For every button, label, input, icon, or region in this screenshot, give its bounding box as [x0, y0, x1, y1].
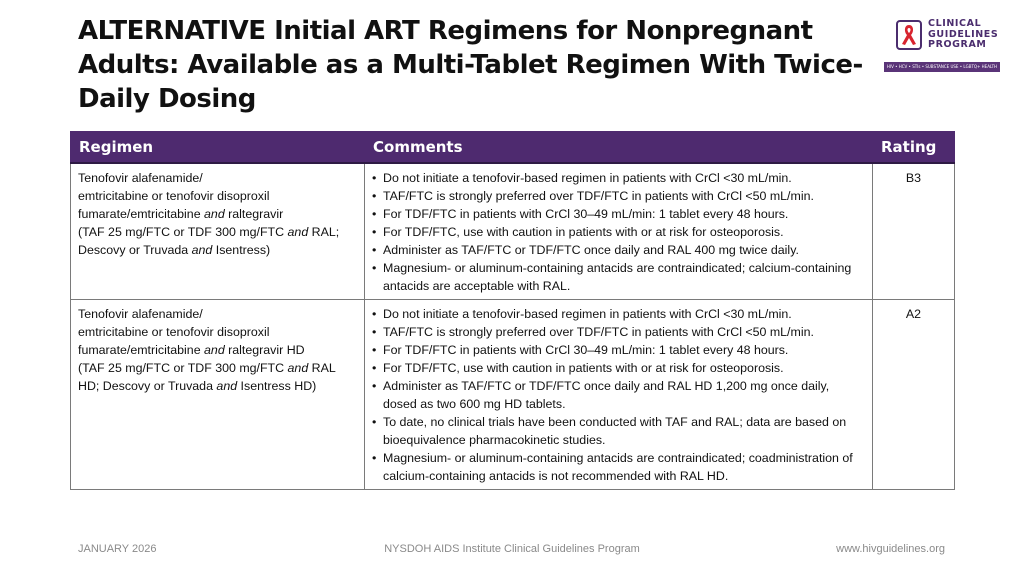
logo-wordmark: CLINICAL GUIDELINES PROGRAM: [928, 18, 999, 50]
footer-program: NYSDOH AIDS Institute Clinical Guidelines Program: [384, 543, 640, 555]
comments-column-header: Comments: [365, 132, 873, 164]
comments-list: [372, 169, 865, 295]
regimen-table: [70, 131, 955, 490]
comment-item: • For TDF/FTC, use with caution in patients with or at risk for osteoporosis.: [372, 359, 865, 377]
comment-item: • Administer as TAF/FTC or TDF/FTC once daily and RAL 400 mg twice daily.: [372, 241, 865, 259]
slide-title: ALTERNATIVE Initial ART Regimens for Nonpregnant Adults: Available as a Multi-Tablet Regimen With Twice-Daily Dosing: [78, 16, 863, 114]
comment-item: • To date, no clinical trials have been conducted with TAF and RAL; data are based on bioequivalence pharmacokinetic studies.: [372, 413, 865, 449]
regimen-column-header: Regimen: [71, 132, 365, 164]
comment-item: • TAF/FTC is strongly preferred over TDF/FTC in patients with CrCl <50 mL/min.: [372, 323, 865, 341]
clinical-guidelines-program-logo: [884, 18, 1016, 78]
red-ribbon-icon: [896, 20, 922, 50]
table-row: [71, 300, 955, 490]
comments-list: [372, 305, 865, 485]
comment-item: • Magnesium- or aluminum-containing antacids are contraindicated; calcium-containing antacids are acceptable with RAL.: [372, 259, 865, 295]
comment-item: • For TDF/FTC, use with caution in patients with or at risk for osteoporosis.: [372, 223, 865, 241]
regimen-cell: [71, 300, 365, 490]
comment-item: • TAF/FTC is strongly preferred over TDF/FTC in patients with CrCl <50 mL/min.: [372, 187, 865, 205]
table-row: [71, 163, 955, 300]
regimen-text: Tenofovir alafenamide/ emtricitabine or tenofovir disoproxil fumarate/emtricitabine and raltegravir HD (TAF 25 mg/FTC or TDF 300 mg/FTC and RAL HD; Descovy or Truvada and Isentress HD): [78, 307, 336, 393]
comment-item: • For TDF/FTC in patients with CrCl 30–49 mL/min: 1 tablet every 48 hours.: [372, 205, 865, 223]
regimen-cell: [71, 163, 365, 300]
comment-item: • Do not initiate a tenofovir-based regimen in patients with CrCl <30 mL/min.: [372, 169, 865, 187]
logo-tagline: HIV • HCV • STIs • SUBSTANCE USE • LGBTQ+ HEALTH: [884, 62, 1000, 72]
comment-item: • For TDF/FTC in patients with CrCl 30–49 mL/min: 1 tablet every 48 hours.: [372, 341, 865, 359]
comments-cell: [365, 300, 873, 490]
rating-column-header: Rating: [873, 132, 955, 164]
footer-date: JANUARY 2026: [78, 543, 157, 555]
comment-item: • Administer as TAF/FTC or TDF/FTC once daily and RAL HD 1,200 mg once daily, dosed as two 600 mg HD tablets.: [372, 377, 865, 413]
comment-item: • Magnesium- or aluminum-containing antacids are contraindicated; coadministration of calcium-containing antacids is not recommended with RAL HD.: [372, 449, 865, 485]
table-header-row: [71, 132, 955, 164]
rating-cell: A2: [873, 300, 955, 490]
comments-cell: [365, 163, 873, 300]
rating-cell: B3: [873, 163, 955, 300]
comment-item: • Do not initiate a tenofovir-based regimen in patients with CrCl <30 mL/min.: [372, 305, 865, 323]
regimen-text: Tenofovir alafenamide/ emtricitabine or tenofovir disoproxil fumarate/emtricitabine and raltegravir (TAF 25 mg/FTC or TDF 300 mg/FTC and RAL; Descovy or Truvada and Isentress): [78, 171, 340, 257]
footer-url: www.hivguidelines.org: [836, 543, 945, 555]
